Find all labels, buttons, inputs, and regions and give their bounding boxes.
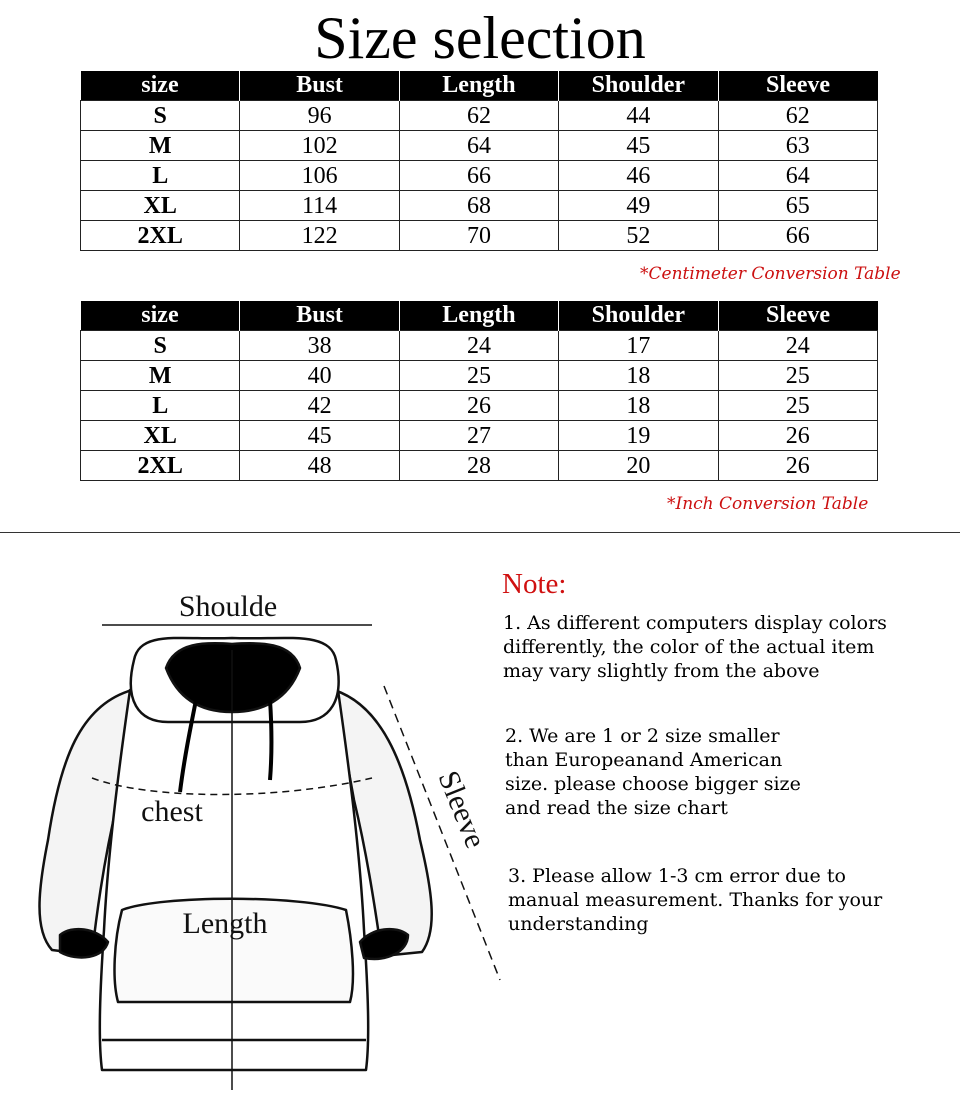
cell-sleeve: 26	[718, 451, 877, 481]
cell-shoulder: 52	[559, 221, 718, 251]
cell-shoulder: 45	[559, 131, 718, 161]
cell-bust: 106	[240, 161, 399, 191]
cell-bust: 114	[240, 191, 399, 221]
cell-sleeve: 62	[718, 101, 877, 131]
table-row	[81, 221, 878, 251]
cell-size: L	[81, 391, 240, 421]
header-shoulder: Shoulder	[559, 301, 718, 331]
cell-shoulder: 18	[559, 391, 718, 421]
table-header-row	[81, 301, 878, 331]
cell-length: 24	[399, 331, 558, 361]
cell-shoulder: 44	[559, 101, 718, 131]
note-item-2: 2. We are 1 or 2 size smaller than Europeanand American size. please choose bigger size and read the size chart	[505, 725, 801, 819]
cell-length: 70	[399, 221, 558, 251]
hoodie-illustration	[40, 638, 432, 1070]
cell-length: 26	[399, 391, 558, 421]
note-item-1: 1. As different computers display colors differently, the color of the actual item may vary slightly from the above	[503, 612, 887, 682]
cell-bust: 45	[240, 421, 399, 451]
header-shoulder: Shoulder	[559, 71, 718, 101]
inch-size-table	[80, 301, 878, 481]
section-divider	[0, 532, 960, 533]
cell-size: S	[81, 101, 240, 131]
cell-shoulder: 20	[559, 451, 718, 481]
cell-sleeve: 25	[718, 361, 877, 391]
cell-bust: 42	[240, 391, 399, 421]
cell-shoulder: 18	[559, 361, 718, 391]
cell-bust: 102	[240, 131, 399, 161]
table-row	[81, 391, 878, 421]
cell-sleeve: 64	[718, 161, 877, 191]
page-title: Size selection	[314, 5, 646, 71]
note-item-3: 3. Please allow 1-3 cm error due to manual measurement. Thanks for your understanding	[508, 865, 883, 935]
cell-bust: 38	[240, 331, 399, 361]
cell-sleeve: 66	[718, 221, 877, 251]
length-label: Length	[182, 907, 268, 940]
cell-sleeve: 65	[718, 191, 877, 221]
table-row	[81, 451, 878, 481]
cell-size: L	[81, 161, 240, 191]
cell-sleeve: 24	[718, 331, 877, 361]
header-length: Length	[399, 71, 558, 101]
table-row	[81, 161, 878, 191]
cell-sleeve: 25	[718, 391, 877, 421]
cell-bust: 48	[240, 451, 399, 481]
cell-bust: 96	[240, 101, 399, 131]
cell-size: XL	[81, 421, 240, 451]
cell-size: 2XL	[81, 451, 240, 481]
header-bust: Bust	[240, 71, 399, 101]
cell-length: 62	[399, 101, 558, 131]
header-size: size	[81, 71, 240, 101]
hoodie-body-shape	[100, 690, 368, 1070]
table-row	[81, 131, 878, 161]
table-row	[81, 191, 878, 221]
inch-table-caption: *Inch Conversion Table	[667, 494, 869, 514]
chest-label: chest	[141, 795, 203, 828]
centimeter-table-caption: *Centimeter Conversion Table	[640, 264, 901, 284]
cell-length: 68	[399, 191, 558, 221]
header-bust: Bust	[240, 301, 399, 331]
centimeter-size-table	[80, 71, 878, 251]
header-sleeve: Sleeve	[718, 301, 877, 331]
cell-size: XL	[81, 191, 240, 221]
table-row	[81, 331, 878, 361]
cell-bust: 40	[240, 361, 399, 391]
table-row	[81, 421, 878, 451]
cell-shoulder: 49	[559, 191, 718, 221]
cell-sleeve: 26	[718, 421, 877, 451]
cell-shoulder: 46	[559, 161, 718, 191]
cell-length: 25	[399, 361, 558, 391]
cell-sleeve: 63	[718, 131, 877, 161]
cell-shoulder: 17	[559, 331, 718, 361]
cell-length: 28	[399, 451, 558, 481]
table-header-row	[81, 71, 878, 101]
cell-size: M	[81, 361, 240, 391]
cell-length: 27	[399, 421, 558, 451]
cell-shoulder: 19	[559, 421, 718, 451]
note-heading: Note:	[502, 568, 567, 600]
hoodie-measurement-diagram	[0, 560, 520, 1096]
cell-size: M	[81, 131, 240, 161]
shoulder-label: Shoulde	[178, 590, 278, 623]
sleeve-label: Sleeve	[431, 766, 493, 853]
header-size: size	[81, 301, 240, 331]
header-sleeve: Sleeve	[718, 71, 877, 101]
table-row	[81, 101, 878, 131]
cell-length: 66	[399, 161, 558, 191]
left-cuff	[60, 929, 108, 957]
cell-bust: 122	[240, 221, 399, 251]
cell-size: S	[81, 331, 240, 361]
cell-size: 2XL	[81, 221, 240, 251]
drawstring-right	[270, 700, 272, 780]
table-row	[81, 361, 878, 391]
header-length: Length	[399, 301, 558, 331]
cell-length: 64	[399, 131, 558, 161]
